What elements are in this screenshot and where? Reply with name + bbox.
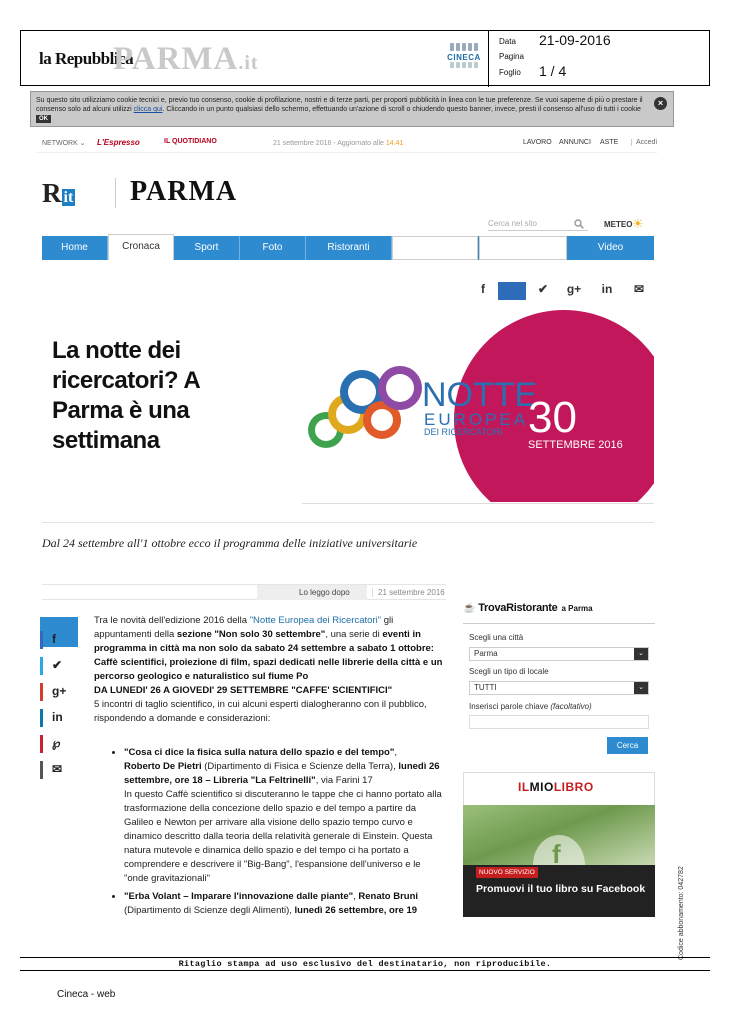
codice-abbonamento: Codice abbonamento: 042782 xyxy=(678,866,685,960)
hero-notte: NOTTE xyxy=(422,376,538,414)
pagina-label: Pagina xyxy=(499,52,524,61)
accedi-link[interactable]: Accedi xyxy=(631,139,657,146)
rail-mail-icon[interactable]: ✉ xyxy=(40,761,78,779)
nav-empty-slot xyxy=(479,236,567,260)
weather-sun-icon: ☀ xyxy=(632,216,644,231)
ad-landscape-image xyxy=(463,805,655,865)
foglio-value: 1 / 4 xyxy=(539,63,567,79)
event-when: lunedì 26 settembre, ore 18 – Libreria "La Feltrinelli" xyxy=(124,761,440,786)
cookie-ok-button[interactable]: OK xyxy=(36,115,51,123)
hero-settembre: SETTEMBRE 2016 xyxy=(528,439,623,451)
event-comma: , xyxy=(394,747,397,758)
keyword-label xyxy=(469,702,592,711)
libro-mio: MIO xyxy=(529,780,554,794)
nav-ristoranti[interactable]: Ristoranti xyxy=(306,236,392,260)
event-title: "Cosa ci dice la fisica sulla natura dello spazio e del tempo" xyxy=(124,747,395,758)
p1-events: eventi in programma in città ma non solo da sabato 24 settembre a sabato 1 ottobre: Caffè scientifici, proiezione di film, spazi dedicati nelle librerie della città e un percorso geologico e naturalistico sul fiume Po xyxy=(94,629,443,682)
trova-logo[interactable]: TrovaRistorante xyxy=(478,602,558,614)
article-headline: La notte dei ricercatori? A Parma è una settimana xyxy=(52,337,200,454)
event-description: In questo Caffè scientifico si discuteranno le tappe che ci hanno portato alla trasformazione della concezione dello spazio e del tempo a partire da Galileo e Newton per arrivare alla visione dello spazio tempo curvo e dinamico descritto dalla teoria della relatività generale di Einstein. Questa natura mutevole e dinamica dello spazio e del tempo ci ha portato a comprendere e descrivere il "Big-Bang", l'espansione dell'universo e le "onde gravitazionali" xyxy=(124,789,442,884)
chevron-down-icon: ⌄ xyxy=(634,648,648,660)
linkedin-icon[interactable]: in xyxy=(601,282,613,296)
nav-sport[interactable]: Sport xyxy=(174,236,240,260)
keyword-input[interactable] xyxy=(469,715,649,729)
twitter-icon[interactable]: ✔ xyxy=(537,282,549,296)
type-label: Scegli un tipo di locale xyxy=(469,667,549,676)
cerca-button[interactable]: Cerca xyxy=(607,737,648,754)
event-when: lunedì 26 settembre, ore 19 xyxy=(294,905,418,916)
parma-word: PARMA xyxy=(113,41,239,77)
article-paragraph-intro: 5 incontri di taglio scientifico, in cui alcuni esperti dialogheranno con il pubblico, rispondendo a domande e considerazioni: xyxy=(94,699,427,724)
hero-image xyxy=(302,302,654,502)
event-comma: , xyxy=(353,891,359,902)
article-subtitle: Dal 24 settembre all'1 ottobre ecco il programma delle iniziative universitarie xyxy=(42,536,418,550)
event-title: "Erba Volant – Imparare l'innovazione dalle piante" xyxy=(124,891,354,902)
cookie-text-2: . Cliccando in un punto qualsiasi dello schermo, effettuando un'azione di scroll o chiudendo questo banner, invece, presti il consenso all'uso di tutti i cookie xyxy=(162,106,641,113)
caffe-heading: DA LUNEDI' 26 A GIOVEDI' 29 SETTEMBRE "CAFFE' SCIENTIFICI" xyxy=(94,685,393,696)
clipping-header xyxy=(20,30,710,86)
update-date xyxy=(273,140,403,147)
notte-europea-link[interactable]: "Notte Europea dei Ricercatori" xyxy=(249,615,382,626)
article-meta-bar xyxy=(42,584,446,600)
ritaglio-notice: Ritaglio stampa ad uso esclusivo del destinatario, non riproducibile. xyxy=(20,957,710,971)
svg-text:f: f xyxy=(552,839,561,865)
rit-logo-it: it xyxy=(63,189,74,206)
rit-logo-r: R xyxy=(42,178,62,208)
trova-ristorante-widget xyxy=(463,602,593,614)
google-plus-icon[interactable]: g+ xyxy=(566,282,582,296)
libro-libro: LIBRO xyxy=(553,780,594,794)
speaker-link[interactable]: Roberto De Pietri xyxy=(124,761,202,772)
main-nav xyxy=(42,236,654,260)
chevron-down-icon: ⌄ xyxy=(634,682,648,694)
rail-linkedin-icon[interactable]: in xyxy=(40,709,78,727)
facebook-icon[interactable]: f xyxy=(481,282,485,296)
rail-pinterest-icon[interactable]: ℘ xyxy=(40,735,78,753)
new-service-badge: NUOVO SERVIZIO xyxy=(476,867,538,878)
cineca-logo xyxy=(443,43,485,81)
events-list xyxy=(94,746,444,918)
logo-divider xyxy=(115,178,116,208)
nav-foto[interactable]: Foto xyxy=(240,236,306,260)
p1-section: sezione "Non solo 30 settembre" xyxy=(176,629,326,640)
share-highlight-icon[interactable] xyxy=(498,282,526,300)
event-dept: (Dipartimento di Fisica e Scienze della Terra), xyxy=(201,761,399,772)
close-icon[interactable]: × xyxy=(654,97,667,110)
cookie-text: Su questo sito utilizziamo cookie tecnici e, previo tuo consenso, cookie di profilazione, nostri e di terze parti, per proporti pubblicità in linea con le tue preferenze. Se vuoi saperne di più o prestare il consenso solo ad alcuni utilizzi xyxy=(36,97,643,113)
nav-empty-slot xyxy=(392,236,478,260)
annunci-link[interactable]: ANNUNCI xyxy=(559,139,591,146)
hero-europea: EUROPEA xyxy=(424,410,529,429)
event-dept: (Dipartimento di Scienze degli Alimenti), xyxy=(124,905,295,916)
repubblica-logo: la Repubblica xyxy=(39,49,134,68)
event-where: , via Farini 17 xyxy=(315,775,373,786)
keyword-label-text: Inserisci parole chiave xyxy=(469,702,551,711)
rit-logo[interactable] xyxy=(42,178,75,209)
data-value: 21-09-2016 xyxy=(539,32,611,48)
scientist-badges-icon xyxy=(308,366,422,448)
trova-location: a Parma xyxy=(561,604,593,613)
update-time: 14.41 xyxy=(385,140,404,147)
lavoro-link[interactable]: LAVORO xyxy=(523,139,552,146)
subtitle-rule xyxy=(42,522,654,523)
type-select[interactable] xyxy=(469,681,649,695)
network-bar xyxy=(37,135,657,153)
libro-il: IL xyxy=(518,780,530,794)
city-value: Parma xyxy=(474,649,498,658)
p1-text-b: gli appuntamenti della xyxy=(94,615,394,640)
facebook-f-icon xyxy=(463,805,655,865)
cookie-link[interactable]: clicca qui xyxy=(133,106,163,113)
search-icon[interactable] xyxy=(574,219,584,229)
data-label: Data xyxy=(499,37,516,46)
ad-promo-text[interactable]: Promuovi il tuo libro su Facebook xyxy=(476,883,646,895)
city-select[interactable] xyxy=(469,647,649,661)
list-item xyxy=(124,746,444,886)
cookie-banner xyxy=(30,91,674,127)
nav-video[interactable]: Video xyxy=(597,242,624,253)
trova-divider xyxy=(463,623,655,624)
parma-logo xyxy=(113,41,259,78)
parma-it: .it xyxy=(238,52,259,74)
frame-divider xyxy=(488,31,489,87)
notte-ricercatori-graphic xyxy=(302,302,654,502)
chevron-down-icon: ⌄ xyxy=(79,140,86,147)
nav-cronaca[interactable]: Cronaca xyxy=(108,234,174,260)
fork-icon: ☕ xyxy=(463,603,476,614)
article-paragraph-caffe xyxy=(94,684,444,698)
hero-dei: DEI RICERCATORI xyxy=(424,427,503,437)
hero-30: 30 xyxy=(528,393,577,442)
city-label: Scegli una città xyxy=(469,633,524,642)
espresso-link[interactable]: L'Espresso xyxy=(97,138,140,147)
nav-home[interactable]: Home xyxy=(42,236,108,260)
cineca-name: CINECA xyxy=(447,53,481,62)
list-item xyxy=(124,890,444,918)
rail-google-plus-icon[interactable]: g+ xyxy=(40,683,78,701)
keyword-label-optional: (facoltativo) xyxy=(550,702,592,711)
update-date-text: 21 settembre 2016 - Aggiornato alle xyxy=(273,140,386,147)
article-body xyxy=(94,614,444,922)
aste-link[interactable]: ASTE xyxy=(600,139,619,146)
read-later-button[interactable]: Lo leggo dopo xyxy=(257,585,367,600)
quotidiani-link[interactable]: IL QUOTIDIANO xyxy=(164,138,217,145)
rail-twitter-icon[interactable]: ✔ xyxy=(40,657,78,675)
ilmiolibro-logo xyxy=(518,780,594,794)
network-menu[interactable] xyxy=(42,139,86,147)
meteo-link[interactable]: METEO xyxy=(604,220,633,229)
foglio-label: Foglio xyxy=(499,68,521,77)
rail-facebook-icon[interactable]: f xyxy=(40,631,78,649)
p1-text: Tra le novità dell'edizione 2016 della xyxy=(94,615,250,626)
article-date: 21 settembre 2016 xyxy=(372,588,445,597)
p1-text-d: , una serie di xyxy=(325,629,383,640)
footer-source: Cineca - web xyxy=(57,989,116,1000)
speaker-link[interactable]: Renato Bruni xyxy=(358,891,419,902)
network-label: NETWORK xyxy=(42,140,78,147)
mail-icon[interactable]: ✉ xyxy=(633,282,645,296)
site-title[interactable]: PARMA xyxy=(130,176,238,207)
type-value: TUTTI xyxy=(474,683,497,692)
article-paragraph xyxy=(94,614,444,684)
search-input[interactable]: Cerca nel sito xyxy=(488,219,588,231)
